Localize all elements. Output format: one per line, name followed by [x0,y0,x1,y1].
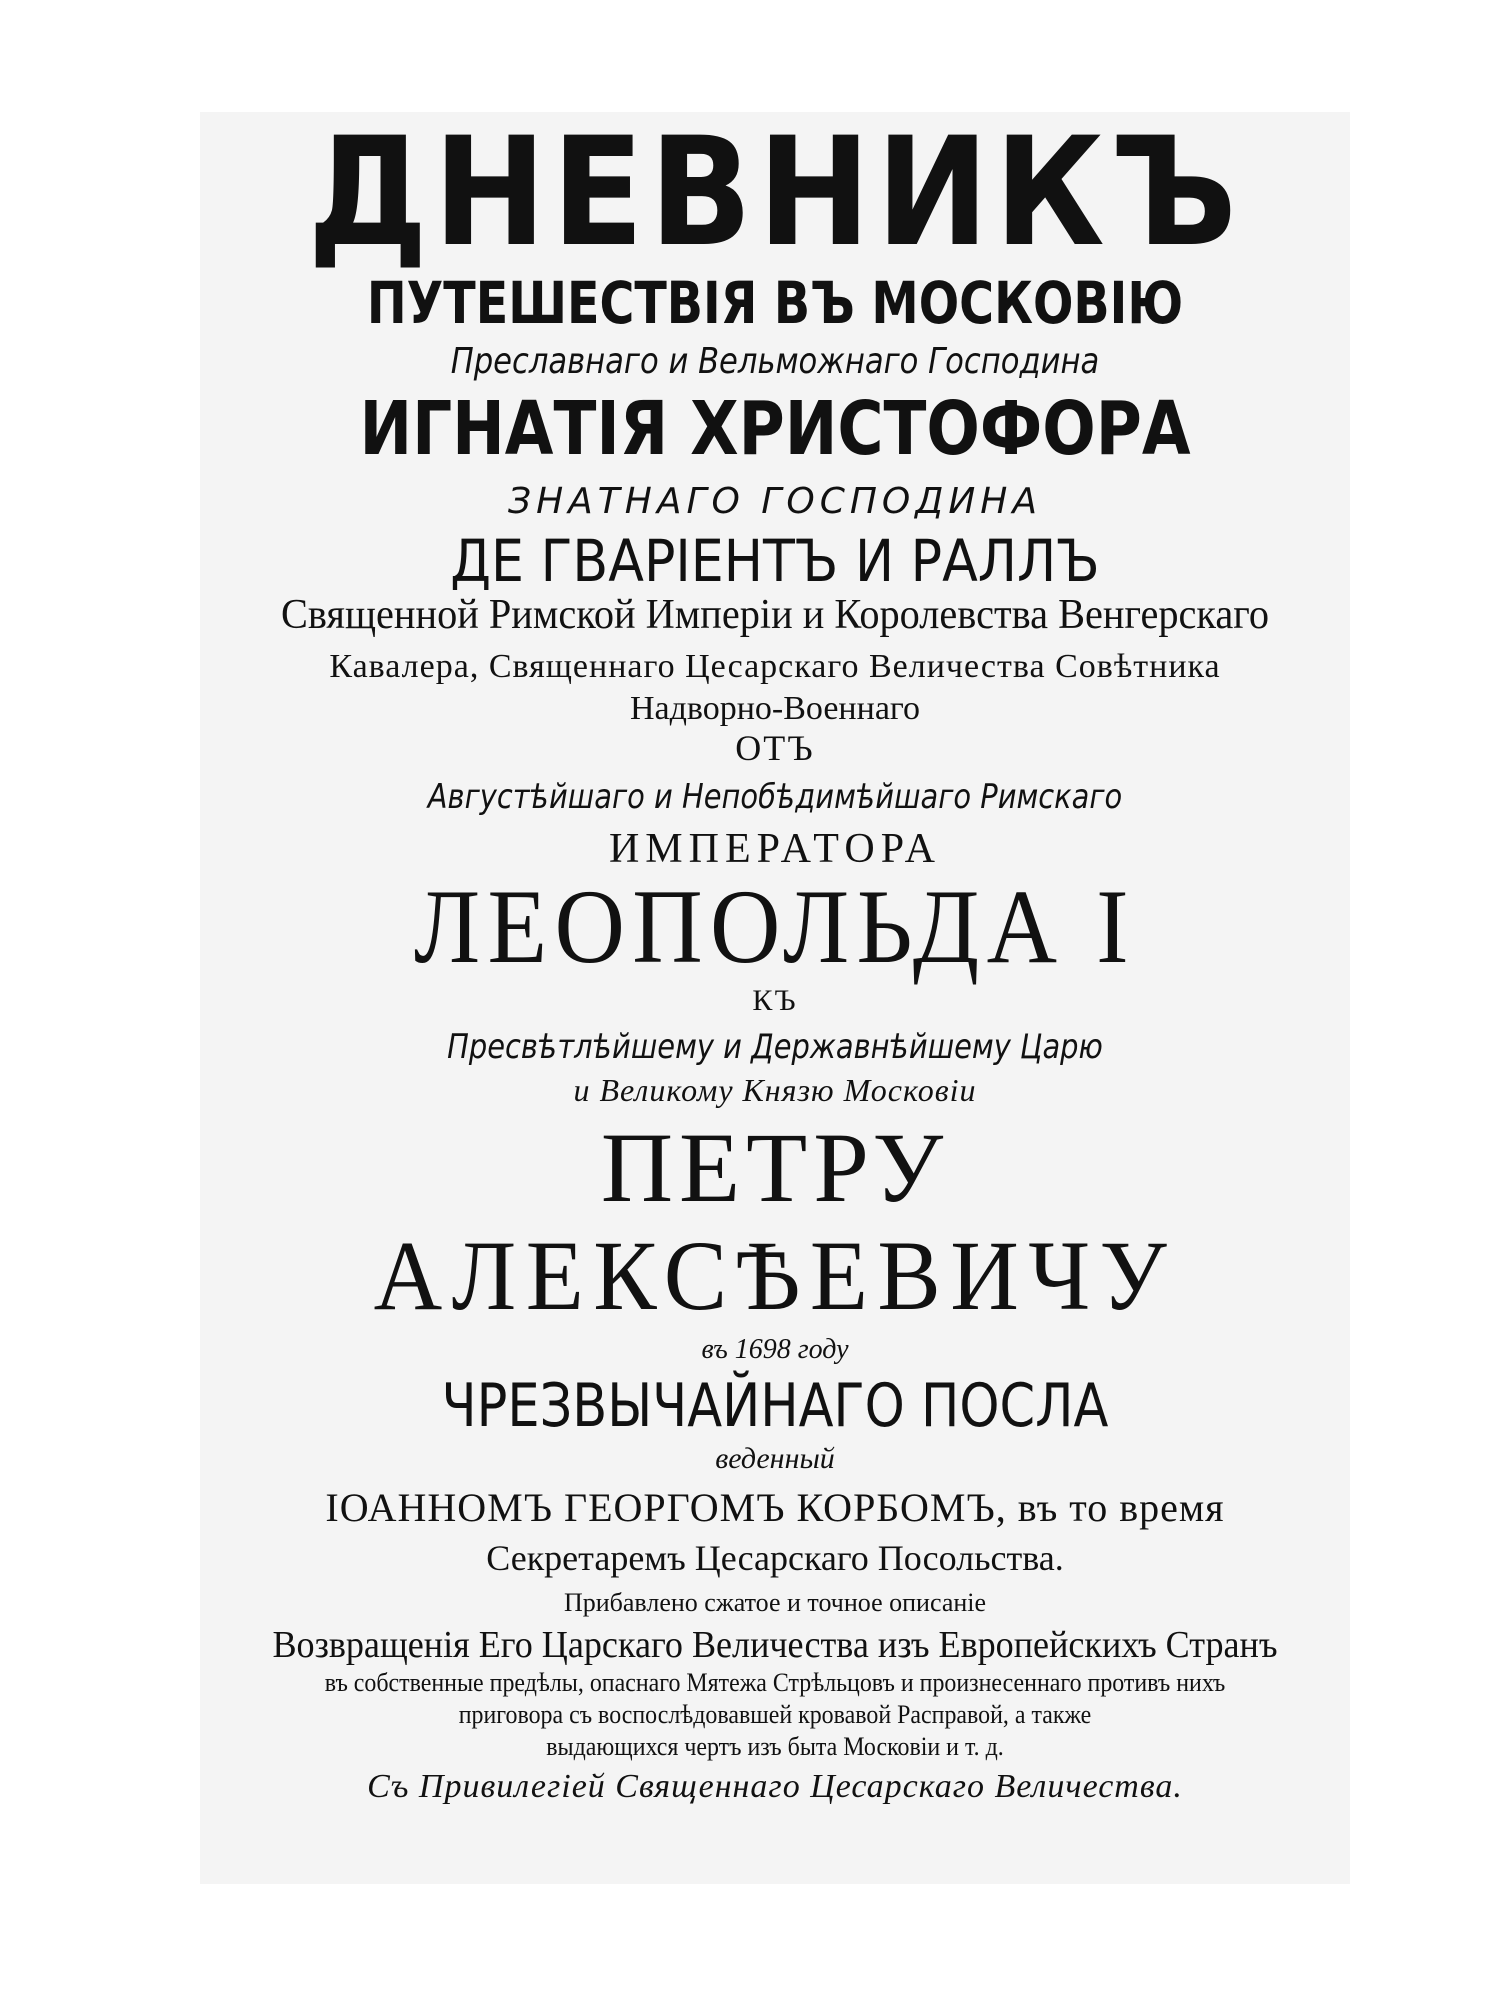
line-kept: веденный [715,1442,835,1475]
line-envoy: ЧРЕЗВЫЧАЙНАГО ПОСЛА [441,1371,1109,1441]
line-korb: ІОАННОМЪ ГЕОРГОМЪ КОРБОМЪ, въ то время [325,1485,1225,1530]
line-year: въ 1698 году [701,1334,849,1365]
line-noble: ЗНАТНАГО ГОСПОДИНА [508,481,1042,522]
line-k: КЪ [752,984,798,1017]
line-honored: Преславнаго и Вельможнаго Господина [450,341,1100,382]
title-page [200,106,1350,1805]
line-return: Возвращенія Его Царскаго Величества изъ Европейскихъ Странъ [272,1624,1278,1666]
line-petr: ПЕТРУ [600,1112,950,1223]
line-nadvorno: Надворно-Военнаго [629,690,921,727]
line-added: Прибавлено сжатое и точное описаніе [563,1588,987,1617]
line-own: въ собственные предѣлы, опаснаго Мятежа Стрѣльцовъ и произнесеннаго противъ нихъ [324,1668,1226,1697]
line-features: выдающихся чертъ изъ быта Московіи и т. д. [546,1732,1004,1761]
line-secretary: Секретаремъ Цесарскаго Посольства. [486,1538,1064,1578]
line-ot: ОТЪ [735,728,815,768]
author-name: ИГНАТІЯ ХРИСТОФОРА [359,386,1191,472]
line-alexeevich: АЛЕКСѢЕВИЧУ [373,1220,1177,1331]
subtitle-journey: ПУТЕШЕСТВІЯ ВЪ МОСКОВІЮ [366,269,1184,337]
line-prince: и Великому Князю Московіи [573,1072,977,1108]
main-title: ДНЕВНИКЪ [307,106,1243,280]
line-august: Августѣйшаго и Непобѣдимѣйшаго Римскаго [427,777,1123,817]
line-leopold: ЛЕОПОЛЬДА I [414,868,1136,985]
line-de-guarient: ДЕ ГВАРІЕНТЪ И РАЛЛЪ [450,527,1100,595]
line-cavalier: Кавалера, Священнаго Цесарскаго Величества Совѣтника [329,648,1221,685]
line-privilege: Съ Привилегіей Священнаго Цесарскаго Величества. [367,1768,1183,1805]
line-emperor: ИМПЕРАТОРА [608,826,942,872]
line-sentence: приговора съ воспослѣдовавшей кровавой Расправой, а также [458,1700,1092,1729]
line-tsar: Пресвѣтлѣйшему и Державнѣйшему Царю [447,1027,1103,1067]
line-empire: Священной Римской Имперіи и Королевства Венгерскаго [281,592,1269,638]
